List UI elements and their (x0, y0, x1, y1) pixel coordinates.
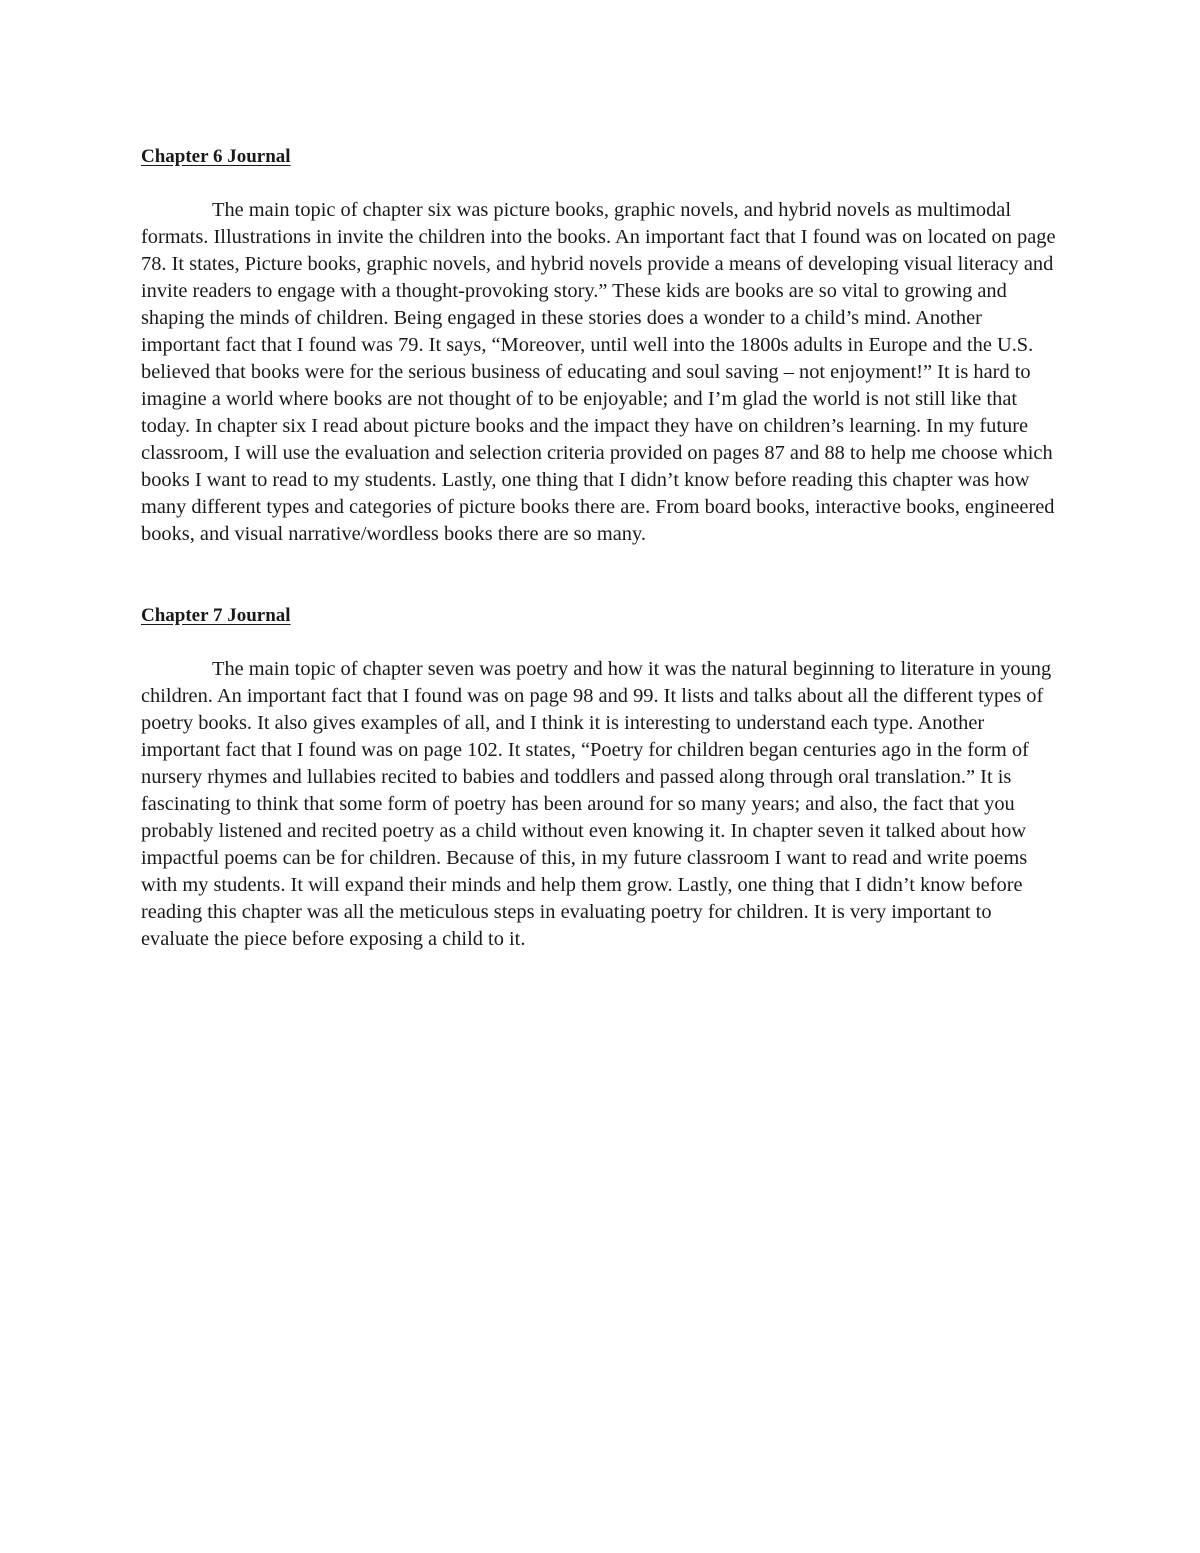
spacer (141, 629, 1063, 656)
chapter-6-paragraph: The main topic of chapter six was picture books, graphic novels, and hybrid novels as multimodal formats. Illustrations in invite the children into the books. An important fact that I found was on located on page 78. It states, Picture books, graphic novels, and hybrid novels provide a means of developing visual literacy and invite readers to engage with a thought-provoking story.” These kids are books are so vital to growing and shaping the minds of children. Being engaged in these stories does a wonder to a child’s mind. Another important fact that I found was 79. It says, “Moreover, until well into the 1800s adults in Europe and the U.S. believed that books were for the serious business of educating and soul saving – not enjoyment!” It is hard to imagine a world where books are not thought of to be enjoyable; and I’m glad the world is not still like that today. In chapter six I read about picture books and the impact they have on children’s learning. In my future classroom, I will use the evaluation and selection criteria provided on pages 87 and 88 to help me choose which books I want to read to my students. Lastly, one thing that I didn’t know before reading this chapter was how many different types and categories of picture books there are. From board books, interactive books, engineered books, and visual narrative/wordless books there are so many. (141, 199, 1056, 545)
chapter-7-paragraph: The main topic of chapter seven was poetry and how it was the natural beginning to literature in young children. An important fact that I found was on page 98 and 99. It lists and talks about all the different types of poetry books. It also gives examples of all, and I think it is interesting to understand each type. Another important fact that I found was on page 102. It states, “Poetry for children began centuries ago in the form of nursery rhymes and lullabies recited to babies and toddlers and passed along through oral translation.” It is fascinating to think that some form of poetry has been around for so many years; and also, the fact that you probably listened and recited poetry as a child without even knowing it. In chapter seven it talked about how impactful poems can be for children. Because of this, in my future classroom I want to read and write poems with my students. It will expand their minds and help them grow. Lastly, one thing that I didn’t know before reading this chapter was all the meticulous steps in evaluating poetry for children. It is very important to evaluate the piece before exposing a child to it. (141, 658, 1052, 950)
chapter-6-heading: Chapter 6 Journal (141, 146, 291, 167)
chapter-6-section (141, 143, 1063, 548)
spacer (141, 170, 1063, 197)
chapter-7-section (141, 602, 1063, 953)
document-content (141, 143, 1063, 953)
section-spacer (141, 548, 1063, 602)
chapter-7-heading: Chapter 7 Journal (141, 605, 291, 626)
